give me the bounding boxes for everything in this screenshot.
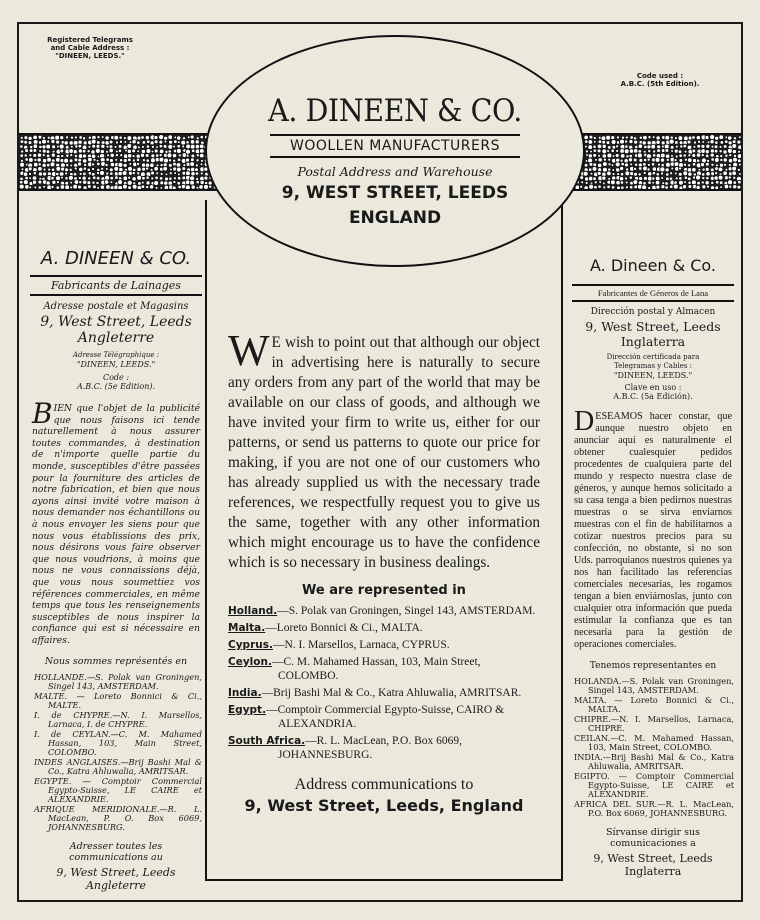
rep-item [228,686,540,700]
rep-item: HOLLANDE.—S. Polak van Groningen, Singel 143, AMSTERDAM. [34,672,202,692]
company-name: A. DINEEN & CO. [40,248,192,269]
drop-cap: D [574,406,595,437]
postal-label: Adresse postale et Magasins [43,301,189,312]
drop-cap: B [32,397,53,430]
rep-heading: Tenemos representantes en [589,661,717,671]
country: Inglaterra [624,865,682,878]
texture-band-left [19,133,219,191]
rep-detail: —N. I. Marsellos, Larnaca, CYPRUS. [272,639,450,651]
tel: "DINEEN, LEEDS." [613,371,693,380]
rep-list [572,677,734,819]
rep-list [30,673,202,833]
text: "DINEEN, LEEDS." [55,52,125,60]
street: 9, West Street, Leeds [40,314,192,330]
rep-detail: —Brij Bashi Mal & Co., Katra Ahluwalia, AMRITSAR. [261,687,522,699]
company-name: A. DINEEN & CO. [268,93,522,129]
postal-label: Postal Address and Warehouse [297,164,493,179]
rep-item [228,638,540,652]
right-body [572,406,734,651]
rep-detail: —Comptoir Commercial Egypto-Suisse, CAIRO & ALEXANDRIA. [266,704,505,730]
rep-item [228,604,540,618]
texture-band-right [570,133,741,191]
code: A.B.C. (5e Edition). [76,382,156,391]
address-intro: Address communications to [294,776,474,793]
rep-item: EGYPTE. — Comptoir Commercial Egypto-Suisse, LE CAIRE et ALEXANDRIE. [34,776,202,805]
street: 9, West Street, Leeds [585,319,721,334]
rep-item [228,703,540,731]
rep-item: MALTE. — Loreto Bonnici & Ci., MALTE. [34,691,202,711]
rep-item: EGIPTO. — Comptoir Commercial Egypto-Suisse, LE CAIRE et ALEXANDRIE. [574,771,734,799]
text: and Cable Address : [50,44,130,52]
rep-item: AFRICA DEL SUR.—R. L. MacLean, P.O. Box 6069, JOHANNESBURG. [574,799,734,818]
subtitle: Fabricants de Lainages [51,279,181,292]
rep-country: Ceylon. [228,656,272,668]
right-column [572,256,734,878]
rep-detail: —R. L. MacLean, P.O. Box 6069, JOHANNESBURG. [278,735,463,761]
rep-detail: —S. Polak van Groningen, Singel 143, AMSTERDAM. [277,605,536,617]
country: Angleterre [85,879,147,893]
center-column [228,326,540,816]
rep-item: AFRIQUE MERIDIONALE.—R. L. MacLean, P. O. Box 6069, JOHANNESBURG. [34,804,202,833]
address-intro: Sírvanse dirigir sus comunicaciones a [605,827,700,849]
rep-item: HOLANDA.—S. Polak van Groningen, Singel 143, AMSTERDAM. [574,676,734,695]
code-label: Code : [102,373,130,382]
drop-cap: W [228,326,270,375]
postal-label: Dirección postal y Almacen [590,307,716,317]
address: 9, West Street, Leeds, England [244,796,524,815]
body-text: E wish to point out that although our object in advertising here is naturally to secure any orders from any part of the world that may be available on our class of goods, and although we have invited your firm to write us, either for our patterns, or send us patterns to quote our price for making, if you are not one of our customers who has already supplied us with the necessary trade references, we respectfully request you to give us the same, together with any other information which might encourage us to have the confidence which is so necessary in business dealings. [228,334,540,571]
rep-item [228,655,540,683]
code: A.B.C. (5a Edición). [613,392,693,401]
rep-country: Egypt. [228,704,267,716]
street: 9, West Street, Leeds [56,866,176,880]
body-text: IEN que l'objet de la publicité que nous faisons ici tende naturellement à nous assurer toutes commandes, à destination de n'importe quelle partie du monde, susceptibles d'être passées pour la fourniture des articles de notre fabrication, et bien que nous ayons ainsi invité votre maison à nous demander nos échantillons ou à nous envoyer les siens pour que nous vous établissions des prix, nous désirons vous faire observer que nous voudrions, à moins que nous ne vous connaissions déjà, que vous nous soumettiez vos références commerciales, en même temps que tous les renseignements susceptibles de nous inspirer la confiance qui est si nécessaire en affaires. [32,403,200,646]
rep-country: South Africa. [228,735,306,747]
tel-label: Dirección certificada para Telegramas y Cables : [606,353,700,370]
subtitle-rule [572,284,734,302]
rep-country: Malta. [228,622,266,634]
rep-item: CEILAN.—C. M. Mahamed Hassan, 103, Main Street, COLOMBO. [574,733,734,752]
rep-country: Cyprus. [228,639,273,651]
tel: "DINEEN, LEEDS." [76,360,156,369]
rep-detail: —Loreto Bonnici & Ci., MALTA. [265,622,423,634]
address-intro: Adresser toutes les communications au [69,841,163,864]
rep-item: MALTA. — Loreto Bonnici & Ci., MALTA. [574,695,734,714]
rep-country: India. [228,687,262,699]
subtitle-rule [270,134,520,158]
street: 9, WEST STREET, LEEDS [281,183,509,203]
rep-item: INDIA.—Brij Bashi Mal & Co., Katra Ahluwalia, AMRITSAR. [574,752,734,771]
left-column [30,248,202,892]
header [205,92,585,228]
country: Angleterre [77,330,155,346]
text: A.B.C. (5th Edition). [620,80,700,88]
left-body [30,397,202,646]
code-used [610,72,710,88]
country: ENGLAND [348,208,442,228]
rep-item: CHIPRE.—N. I. Marsellos, Larnaca, CHIPRE. [574,714,734,733]
rep-item [228,734,540,762]
code-label: Clave en uso : [624,383,682,392]
tel-label: Adresse Télégraphique : [72,351,160,359]
text: Code used : [636,72,684,80]
street: 9, West Street, Leeds [593,852,713,865]
rep-item: INDES ANGLAISES.—Brij Bashi Mal & Co., Katra Ahluwalia, AMRITSAR. [34,757,202,777]
rep-heading: We are represented in [302,583,466,598]
telegram-address [40,36,140,60]
subtitle: WOOLLEN MANUFACTURERS [290,138,500,154]
rep-heading: Nous sommes représentés en [44,656,188,668]
rep-item: I. de CHYPRE.—N. I. Marsellos, Larnaca, I. de CHYPRE. [34,710,202,730]
center-body [228,326,540,573]
rep-item: I. de CEYLAN.—C. M. Mahamed Hassan, 103, Main Street, COLOMBO. [34,729,202,758]
text: Registered Telegrams [47,36,133,44]
rep-country: Holland. [228,605,278,617]
country: Inglaterra [620,334,686,349]
body-text: ESEAMOS hacer constar, que aunque nuestro objeto en anunciar aquí es naturalmente el obtener cualesquier pedidos procedentes de cualquiera parte del mundo y respecto nuestra clase de géneros, y aunque hemos solicitado a su casa tenga a bien pedirnos nuestras muestras o se sirva enviarnos muestras con el fin de habilitarnos a cotizar nuestros precios para su confección, no obstante, si no son Uds. parroquianos nuestros quienes ya nos han facilitado las referencias comerciales necesarias, les rogamos tengan a bien enviárnoslas, junto con cualquier otra información que pueda estimular la confianza que es tan necesaria para la gestión de operaciones comerciales. [574,411,732,650]
rep-detail: —C. M. Mahamed Hassan, 103, Main Street, COLOMBO. [271,656,481,682]
subtitle: Fabricantes de Géneros de Lana [597,288,709,298]
subtitle-rule [30,275,202,296]
rep-item [228,621,540,635]
company-name: A. Dineen & Co. [590,256,716,275]
rep-list [228,604,540,765]
